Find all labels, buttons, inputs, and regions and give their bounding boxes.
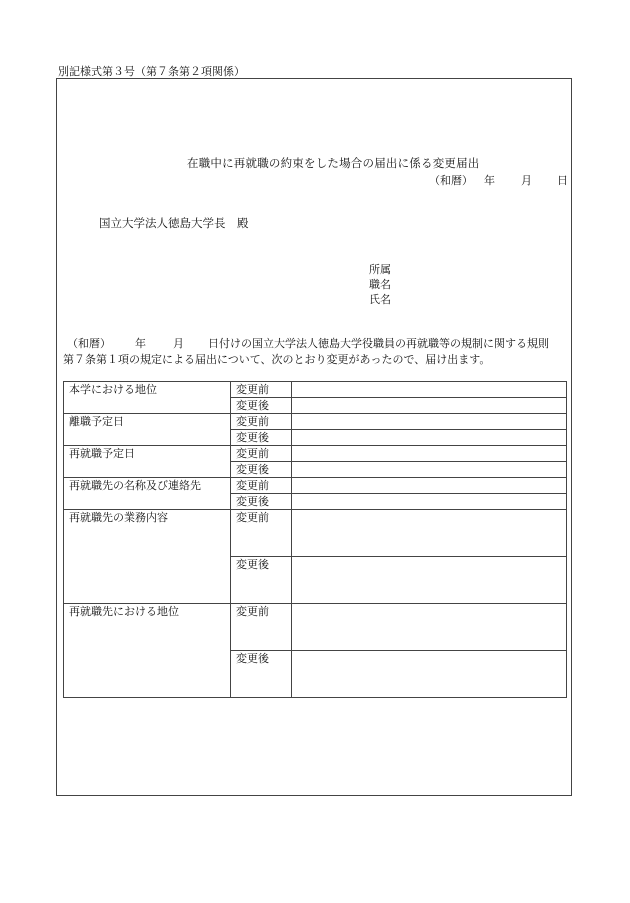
body-year: 年: [135, 337, 146, 350]
body-line-1: [63, 338, 568, 352]
table-row: [64, 382, 567, 398]
form-number-label: 別記様式第３号（第７条第２項関係）: [58, 65, 245, 78]
row-label: 再就職先の名称及び連絡先: [64, 478, 231, 510]
before-value[interactable]: [292, 414, 567, 430]
date-month: 月: [521, 174, 532, 187]
date-year: 年: [484, 174, 495, 187]
row-label: 離職予定日: [64, 414, 231, 446]
body-month: 月: [173, 337, 184, 350]
body-line1-text: 日付けの国立大学法人徳島大学役職員の再就職等の規制に関する規則: [208, 337, 549, 350]
signature-name: 氏名: [369, 293, 391, 306]
after-label: 変更後: [231, 651, 292, 698]
after-value[interactable]: [292, 398, 567, 414]
date-era: （和暦）: [429, 174, 473, 187]
before-label: 変更前: [231, 604, 292, 651]
body-line-2: 第７条第１項の規定による届出について、次のとおり変更があったので、届け出ます。: [63, 353, 491, 366]
date-day: 日: [557, 174, 568, 187]
body-era: （和暦）: [67, 337, 111, 350]
before-label: 変更前: [231, 414, 292, 430]
after-value[interactable]: [292, 494, 567, 510]
after-value[interactable]: [292, 462, 567, 478]
before-label: 変更前: [231, 510, 292, 557]
signature-affiliation: 所属: [369, 263, 391, 276]
before-value[interactable]: [292, 446, 567, 462]
before-label: 変更前: [231, 382, 292, 398]
table-row: [64, 510, 567, 557]
before-label: 変更前: [231, 446, 292, 462]
after-value[interactable]: [292, 430, 567, 446]
before-value[interactable]: [292, 510, 567, 557]
signature-position: 職名: [369, 278, 391, 291]
row-label: 本学における地位: [64, 382, 231, 414]
row-label: 再就職先における地位: [64, 604, 231, 698]
after-label: 変更後: [231, 398, 292, 414]
before-value[interactable]: [292, 382, 567, 398]
row-label: 再就職先の業務内容: [64, 510, 231, 604]
table-row: [64, 446, 567, 462]
after-label: 変更後: [231, 462, 292, 478]
change-details-table: [63, 381, 567, 698]
after-value[interactable]: [292, 557, 567, 604]
table-row: [64, 478, 567, 494]
before-label: 変更前: [231, 478, 292, 494]
after-label: 変更後: [231, 494, 292, 510]
row-label: 再就職予定日: [64, 446, 231, 478]
before-value[interactable]: [292, 478, 567, 494]
table-row: [64, 604, 567, 651]
before-value[interactable]: [292, 604, 567, 651]
after-label: 変更後: [231, 430, 292, 446]
after-value[interactable]: [292, 651, 567, 698]
addressee: 国立大学法人徳島大学長 殿: [99, 216, 249, 230]
after-label: 変更後: [231, 557, 292, 604]
table-row: [64, 414, 567, 430]
document-title: 在職中に再就職の約束をした場合の届出に係る変更届出: [187, 156, 480, 170]
